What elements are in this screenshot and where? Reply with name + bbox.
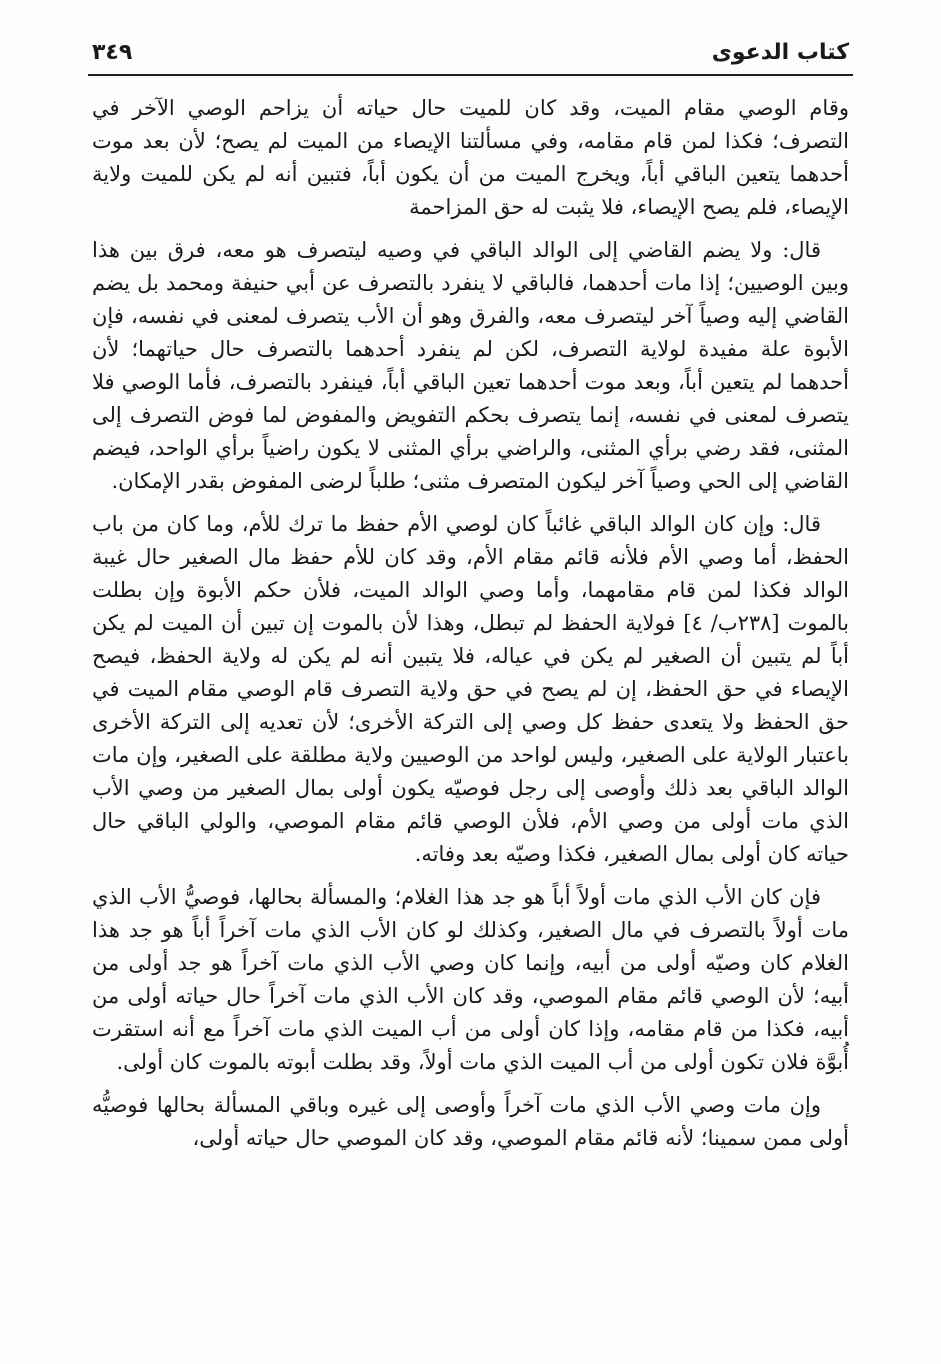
paragraph: قال: ولا يضم القاضي إلى الوالد الباقي في وصيه ليتصرف هو معه، فرق بين هذا وبين الوصيين؛ إذا مات أحدهما، فالباقي لا ينفرد بالتصرف عن أبي حنيفة ومحمد بل يضم القاضي إليه وصياً آخر ليتصرف معه، والفرق وهو أن الأب يتصرف لمعنى في نفسه، فإن الأبوة علة مفيدة لولاية التصرف، لكن لم ينفرد أحدهما بالتصرف حال حياتهما؛ لأن أحدهما لم يتعين أباً، وبعد موت أحدهما تعين الباقي أباً، فينفرد بالتصرف، فأما الوصي فلا يتصرف لمعنى في نفسه، إنما يتصرف بحكم التفويض والمفوض لما فوض التصرف إلى المثنى، فقد رضي برأي المثنى، والراضي برأي المثنى لا يكون راضياً برأي الواحد، فيضم القاضي إلى الحي وصياً آخر ليكون المتصرف مثنى؛ طلباً لرضى المفوض بقدر الإمكان.	[92, 238, 849, 493]
paragraph: وإن مات وصي الأب الذي مات آخراً وأوصى إلى غيره وباقي المسألة بحالها فوصيُّه أولى ممن سمينا؛ لأنه قائم مقام الموصي، وقد كان الموصي حال حياته أولى،	[92, 1093, 849, 1150]
paragraph: قال: وإن كان الوالد الباقي غائباً كان لوصي الأم حفظ ما ترك للأم، وما كان من باب الحفظ، أما وصي الأم فلأنه قائم مقام الأم، وقد كان للأم حفظ مال الصغير حال غيبة الوالد فكذا لمن قام مقامهما، وأما وصي الوالد الميت، فلأن حكم الأبوة وإن بطلت بالموت [٢٣٨ب/ ٤] فولاية الحفظ لم تبطل، وهذا لأن بالموت إن تبين أن الميت لم يكن أباً لم يتبين أن الصغير لم يكن في عياله، فلا يتبين أنه لم يكن له ولاية الحفظ، فيصح الإيصاء في حق الحفظ، إن لم يصح في حق ولاية التصرف قام الوصي مقام الميت في حق الحفظ ولا يتعدى حفظ كل وصي إلى التركة الأخرى؛ لأن تعديه إلى التركة الأخرى باعتبار الولاية على الصغير، وليس لواحد من الوصيين ولاية مطلقة على الصغير، وإن مات الوالد الباقي بعد ذلك وأوصى إلى رجل فوصيّه يكون أولى بمال الصغير من وصي الأب الذي مات أولى من وصي الأم، فلأن الوصي قائم مقام الموصي، والولي الباقي حال حياته كان أولى بمال الصغير، فكذا وصيّه بعد وفاته.	[92, 512, 849, 866]
book-title: كتاب الدعوى	[711, 39, 849, 65]
paragraph: وقام الوصي مقام الميت، وقد كان للميت حال حياته أن يزاحم الوصي الآخر في التصرف؛ فكذا لمن قام مقامه، وفي مسألتنا الإيصاء من الميت لم يصح؛ لأن بعد موت أحدهما يتعين الباقي أباً، ويخرج الميت من أن يكون أباً، فتبين أنه لم يكن للميت ولاية الإيصاء، فلم يصح الإيصاء، فلا يثبت له حق المزاحمة	[92, 96, 849, 219]
header-divider	[88, 74, 853, 76]
paragraph: فإن كان الأب الذي مات أولاً أباً هو جد هذا الغلام؛ والمسألة بحالها، فوصيُّ الأب الذي مات أولاً بالتصرف في مال الصغير، وكذلك لو كان الأب الذي مات آخراً أباً هو جد هذا الغلام كان وصيّه أولى من أبيه، وإنما كان وصي الأب الذي مات آخراً هو جد أولى من أبيه؛ لأن الوصي قائم مقام الموصي، وقد كان الأب الذي مات آخراً حال حياته أولى من أبيه، فكذا من قام مقامه، وإذا كان أولى من أب الميت الذي مات آخراً مع أنه استقرت أُبوَّة فلان تكون أولى من أب الميت الذي مات أولاً، وقد بطلت أبوته بالموت كان أولى.	[92, 885, 849, 1074]
main-text	[92, 92, 849, 1165]
running-header	[92, 34, 849, 70]
page-number: ٣٤٩	[92, 39, 133, 65]
